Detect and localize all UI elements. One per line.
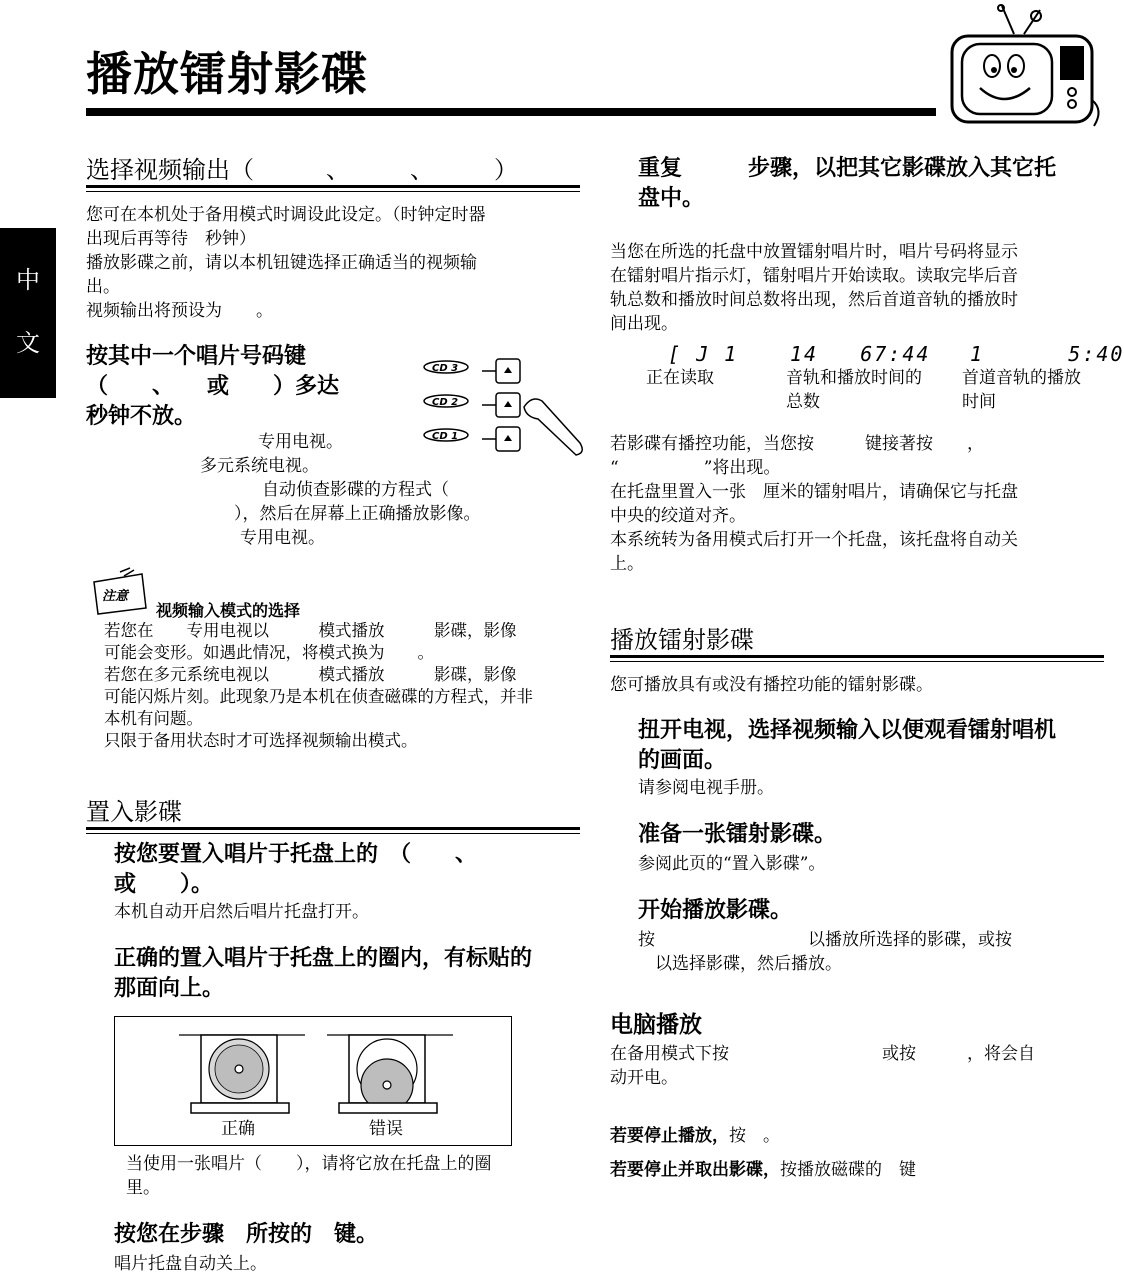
title-rule — [86, 108, 936, 116]
note-line: 若您在 专用电视以 模式播放 影碟，影像 — [104, 621, 517, 640]
section-rule — [86, 185, 580, 192]
text-line: 间出现。 — [610, 314, 678, 334]
cd1-label: CD 1 — [432, 431, 459, 442]
section-heading-play-disc: 播放镭射影碟 — [610, 626, 754, 654]
mode-item: 专用电视。 — [258, 432, 343, 452]
text-line: 在托盘里置入一张 厘米的镭射唱片，请确保它与托盘 — [610, 482, 1018, 502]
repeat-step — [638, 154, 1098, 214]
text-line: 出。 — [86, 277, 120, 297]
mode-item: ），然后在屏幕上正确播放影像。 — [234, 504, 481, 524]
pbc-paragraph — [610, 432, 1100, 576]
lcd-caption-first-track — [962, 366, 1081, 414]
note-line: 可能闪烁片刻。此现象乃是本机在侦查磁碟的方程式，并非 — [104, 687, 533, 706]
cd2-label: CD 2 — [432, 397, 459, 408]
note-line: 只限于备用状态时才可选择视频输出模式。 — [104, 731, 418, 750]
load-step-3: 按您在步骤 所按的 键。 — [114, 1222, 379, 1247]
step-line: 按其中一个唱片号码键 — [86, 344, 307, 369]
step-line: 重复 步骤，以把其它影碟放入其它托 — [638, 156, 1057, 181]
text-line: 当使用一张唱片（ ），请将它放在托盘上的圈 — [126, 1154, 492, 1174]
lcd-totals: 14 67:44 — [790, 342, 931, 366]
disc-display-paragraph — [610, 240, 1100, 336]
lang-tab-char-1: 中 — [16, 266, 40, 294]
step-line: 扭开电视，选择视频输入以便观看镭射唱机 — [638, 718, 1057, 743]
text-line: 在备用模式下按 或按 ，将会自 — [610, 1044, 1035, 1064]
text-line: 以选择影碟，然后播放。 — [638, 954, 842, 974]
auto-play-desc — [610, 1042, 1102, 1090]
disc-placement-figure — [114, 1016, 512, 1146]
lang-tab-char-2: 文 — [16, 329, 40, 357]
mode-item: 自动侦查影碟的方程式（ — [262, 480, 449, 500]
mode-item: 多元系统电视。 — [200, 456, 319, 476]
caption-line: 总数 — [786, 392, 820, 412]
note-icon-label: 注意 — [102, 589, 129, 604]
stop-eject-instruction — [610, 1158, 916, 1182]
play-step-3: 开始播放影碟。 — [638, 898, 793, 923]
load-step-3-desc: 唱片托盘自动关上。 — [114, 1254, 267, 1274]
lcd-caption-totals — [786, 366, 922, 414]
stop-rest: 按 。 — [729, 1126, 780, 1146]
caption-line: 正在读取 — [646, 368, 714, 388]
step-line: 的画面。 — [638, 748, 727, 773]
step-line: 那面向上。 — [114, 976, 225, 1001]
load-step-1-desc: 本机自动开启然后唱片托盘打开。 — [114, 902, 369, 922]
lcd-reading: [ J 1 — [668, 342, 739, 366]
text-line: 上。 — [610, 554, 644, 574]
note-title: 视频输入模式的选择 — [156, 601, 301, 620]
load-step-1 — [114, 840, 580, 900]
section-heading-auto-play: 电脑播放 — [610, 1012, 702, 1038]
step-line: 或 ）。 — [114, 872, 214, 897]
text-line: 按 以播放所选择的影碟，或按 — [638, 930, 1012, 950]
figure-label-wrong: 错误 — [369, 1119, 403, 1139]
stop-instruction — [610, 1124, 780, 1148]
text-line: 若影碟有播控功能，当您按 键接著按 ， — [610, 434, 984, 454]
mode-item: 专用电视。 — [240, 528, 325, 548]
text-line: 动开电。 — [610, 1068, 678, 1088]
play-step-1-desc: 请参阅电视手册。 — [638, 778, 774, 798]
text-line: 中央的绞道对齐。 — [610, 506, 746, 526]
stop-eject-rest: 按播放磁碟的 键 — [780, 1160, 916, 1180]
text-line: 轨总数和播放时间总数将出现，然后首道音轨的播放时 — [610, 290, 1018, 310]
text-line: 在镭射唱片指示灯，镭射唱片开始读取。读取完毕后音 — [610, 266, 1018, 286]
caption-line: 音轨和播放时间的 — [786, 368, 922, 388]
section-heading-load-disc: 置入影碟 — [86, 798, 182, 826]
text-line: 视频输出将预设为 。 — [86, 301, 273, 321]
cd3-label: CD 3 — [432, 363, 459, 374]
play-step-1 — [638, 716, 1100, 776]
step-line: （ 、 或 ）多达 — [86, 374, 340, 399]
caption-line: 时间 — [962, 392, 996, 412]
text-line: 您可在本机处于备用模式时调设此设定。（时钟定时器 — [86, 205, 486, 225]
note-body — [104, 620, 580, 752]
text-line: 里。 — [126, 1178, 160, 1198]
step-line: 正确的置入唱片于托盘上的圈内，有标贴的 — [114, 946, 533, 971]
note-line: 若您在多元系统电视以 模式播放 影碟，影像 — [104, 665, 517, 684]
lcd-first-track: 1 5:40 — [970, 342, 1124, 366]
play-step-2: 准备一张镭射影碟。 — [638, 822, 837, 847]
section-heading-video-output: 选择视频输出（ 、 、 ） — [86, 156, 518, 184]
figure-label-correct: 正确 — [221, 1119, 255, 1139]
step-line: 盘中。 — [638, 186, 705, 211]
stop-bold: 若要停止播放， — [610, 1126, 729, 1146]
mode-list — [86, 430, 586, 550]
play-step-2-desc: 参阅此页的“置入影碟”。 — [638, 854, 826, 874]
text-line: “ ”将出现。 — [610, 458, 781, 478]
tv-mascot-icon — [944, 0, 1104, 136]
note-line: 可能会变形。如遇此情况，将模式换为 。 — [104, 643, 434, 662]
note-line: 本机有问题。 — [104, 709, 203, 728]
section-rule — [86, 827, 580, 834]
step-line: 秒钟不放。 — [86, 404, 197, 429]
lcd-caption-reading — [646, 366, 714, 390]
language-tab — [0, 228, 56, 398]
stop-eject-bold: 若要停止并取出影碟， — [610, 1160, 780, 1180]
step-press-cd-button — [86, 342, 416, 432]
video-output-paragraph — [86, 203, 580, 323]
text-line: 本系统转为备用模式后打开一个托盘，该托盘将自动关 — [610, 530, 1018, 550]
caption-line: 首道音轨的播放 — [962, 368, 1081, 388]
text-line: 当您在所选的托盘中放置镭射唱片时，唱片号码将显示 — [610, 242, 1018, 262]
text-line: 出现后再等待 秒钟） — [86, 229, 256, 249]
figure-note — [126, 1152, 580, 1200]
text-line: 播放影碟之前，请以本机钮键选择正确适当的视频输 — [86, 253, 477, 273]
play-intro: 您可播放具有或没有播控功能的镭射影碟。 — [610, 675, 933, 695]
page-title: 播放镭射影碟 — [86, 47, 368, 101]
section-rule — [610, 655, 1104, 662]
note-icon — [90, 568, 150, 618]
step-line: 按您要置入唱片于托盘上的 （ 、 — [114, 842, 478, 867]
play-step-3-desc — [638, 928, 1100, 976]
load-step-2 — [114, 944, 580, 1004]
